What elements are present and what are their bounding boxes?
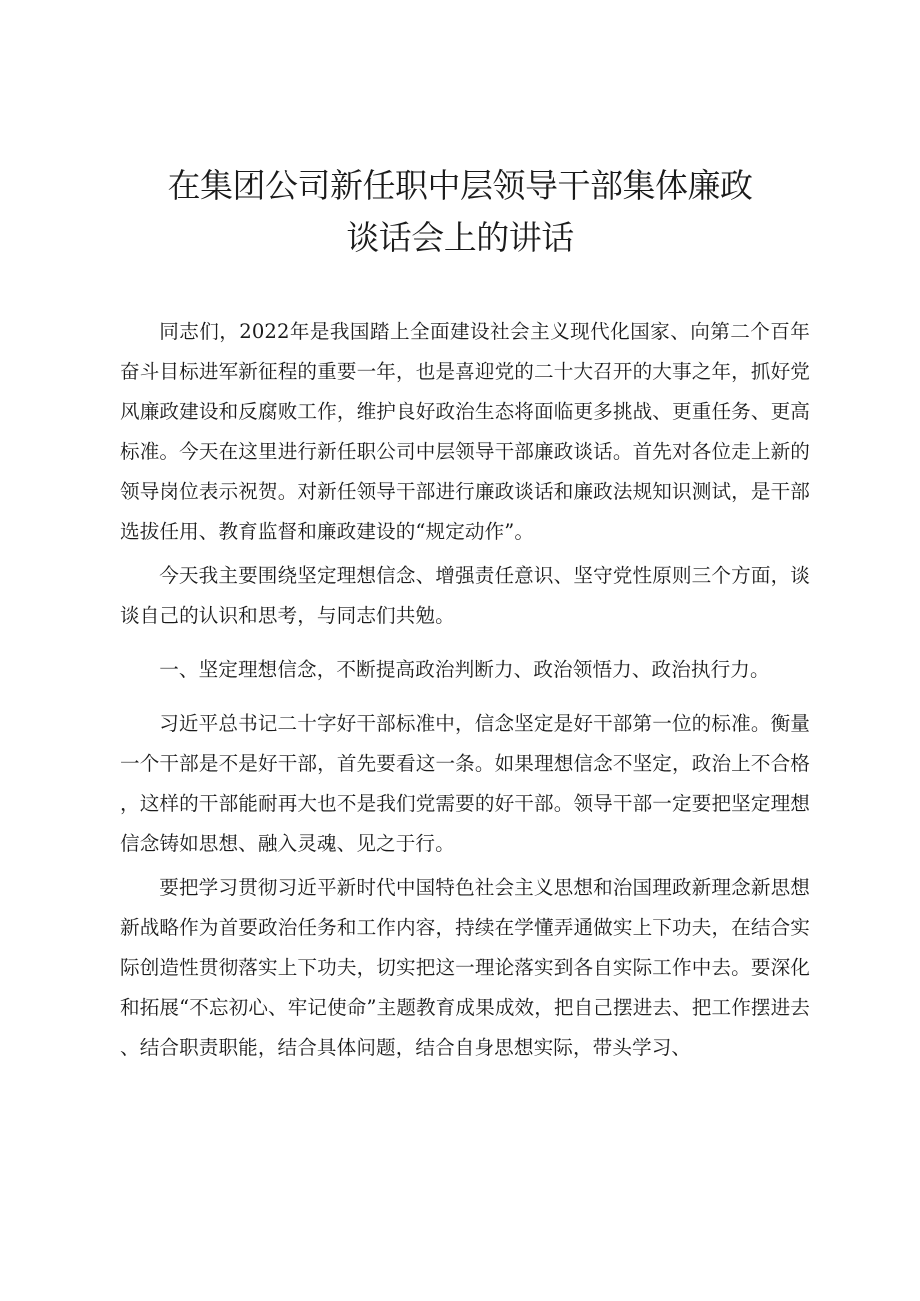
paragraph-3: 习近平总书记二十字好干部标准中，信念坚定是好干部第一位的标准。衡量一个干部是不是好干部，首先要看这一条。如果理想信念不坚定，政治上不合格，这样的干部能耐再大也不是我们党需要的好干部。领导干部一定要把坚定理想信念铸如思想、融入灵魂、见之于行。 — [120, 712, 810, 855]
title-line-2: 谈话会上的讲话 — [346, 218, 574, 257]
paragraph-2: 今天我主要围绕坚定理想信念、增强责任意识、坚守党性原则三个方面，谈谈自己的认识和思考，与同志们共勉。 — [120, 564, 810, 627]
paragraph-4: 要把学习贯彻习近平新时代中国特色社会主义思想和治国理政新理念新思想新战略作为首要政治任务和工作内容，持续在学懂弄通做实上下功夫，在结合实际创造性贯彻落实上下功夫，切实把这一理论落实到各自实际工作中去。要深化和拓展“不忘初心、牢记使命”主题教育成果成效，把自己摆进去、把工作摆进去、结合职责职能，结合具体问题，结合自身思想实际，带头学习、 — [120, 876, 810, 1059]
document-body — [120, 312, 810, 1068]
paragraph-1: 同志们，2022年是我国踏上全面建设社会主义现代化国家、向第二个百年奋斗目标进军新征程的重要一年，也是喜迎党的二十大召开的大事之年，抓好党风廉政建设和反腐败工作，维护良好政治生态将面临更多挑战、更重任务、更高标准。今天在这里进行新任职公司中层领导干部廉政谈话。首先对各位走上新的领导岗位表示祝贺。对新任领导干部进行廉政谈话和廉政法规知识测试，是干部选拔任用、教育监督和廉政建设的“规定动作”。 — [120, 320, 810, 543]
title-line-1: 在集团公司新任职中层领导干部集体廉政 — [167, 166, 753, 205]
section-heading-1: 一、坚定理想信念，不断提高政治判断力、政治领悟力、政治执行力。 — [159, 658, 770, 681]
document-title — [100, 160, 820, 264]
